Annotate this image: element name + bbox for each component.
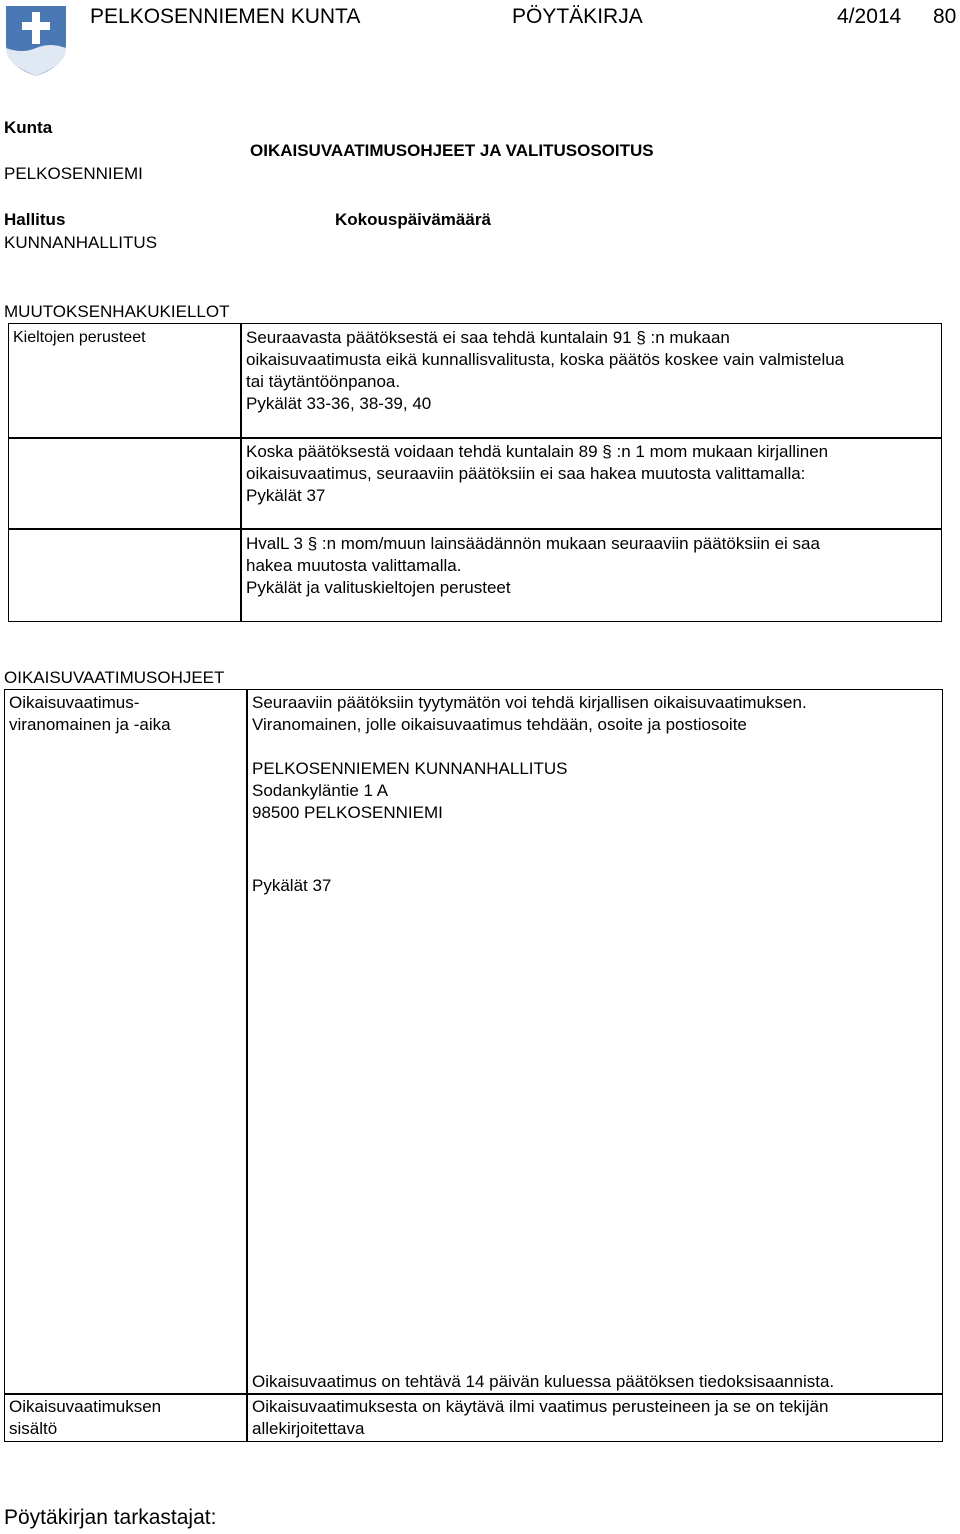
kunta-label: Kunta (4, 118, 53, 137)
oikaisu-sections: Pykälät 37 (252, 876, 332, 895)
kunta-value: PELKOSENNIEMI (4, 164, 143, 183)
document-title: OIKAISUVAATIMUSOHJEET JA VALITUSOSOITUS (250, 141, 654, 160)
prohibition-block-1-sections: Pykälät 33-36, 38-39, 40 (246, 394, 432, 413)
oikaisu-content-text: Oikaisuvaatimuksesta on käytävä ilmi vaatimus perusteineen ja se on tekijän allekirjoitettava (252, 1397, 829, 1438)
issue-number: 4/2014 (837, 5, 902, 28)
prohibition-block-3: HvalL 3 § :n mom/muun lainsäädännön mukaan seuraaviin päätöksiin ei saa hakea muutosta valittamalla. Pykälät ja valituskieltojen perusteet (246, 534, 820, 597)
oikaisu-authority-label: Oikaisuvaatimus- viranomainen ja -aika (9, 693, 171, 734)
column-divider (246, 689, 248, 1442)
municipality-name: PELKOSENNIEMEN KUNTA (90, 5, 361, 28)
row-divider (8, 437, 942, 439)
row-divider (4, 1393, 943, 1395)
document-type: PÖYTÄKIRJA (512, 5, 643, 28)
section-heading-muutoksenhaku: MUUTOKSENHAKUKIELLOT (4, 302, 230, 321)
page-number: 80 (933, 5, 957, 28)
authority-address: PELKOSENNIEMEN KUNNANHALLITUS Sodankyläntie 1 A 98500 PELKOSENNIEMI (252, 759, 568, 822)
prohibition-block-2: Koska päätöksestä voidaan tehdä kuntalain 89 § :n 1 mom mukaan kirjallinen oikaisuvaatimus, seuraaviin päätöksiin ei saa hakea muutosta valittamalla: Pykälät 37 (246, 442, 829, 505)
meeting-date-label: Kokouspäivämäärä (335, 210, 491, 229)
section-heading-oikaisu: OIKAISUVAATIMUSOHJEET (4, 668, 225, 687)
oikaisu-content-label: Oikaisuvaatimuksen sisältö (9, 1397, 162, 1438)
column-divider (240, 323, 242, 622)
kieltojen-perusteet-label: Kieltojen perusteet (13, 329, 146, 346)
minutes-inspectors-label: Pöytäkirjan tarkastajat: (4, 1506, 217, 1529)
row-divider (8, 528, 942, 530)
oikaisu-intro: Seuraaviin päätöksiin tyytymätön voi tehdä kirjallisen oikaisuvaatimuksen. Viranomainen, jolle oikaisuvaatimus tehdään, osoite ja postiosoite (252, 693, 807, 734)
oikaisu-deadline: Oikaisuvaatimus on tehtävä 14 päivän kuluessa päätöksen tiedoksisaannista. (252, 1372, 835, 1391)
hallitus-value: KUNNANHALLITUS (4, 233, 158, 252)
hallitus-label: Hallitus (4, 210, 66, 229)
prohibition-block-1: Seuraavasta päätöksestä ei saa tehdä kuntalain 91 § :n mukaan oikaisuvaatimusta eikä kunnallisvalitusta, koska päätös koskee vain valmistelua tai täytäntöönpanoa. (246, 328, 845, 391)
municipal-coat-of-arms-icon (4, 4, 68, 78)
